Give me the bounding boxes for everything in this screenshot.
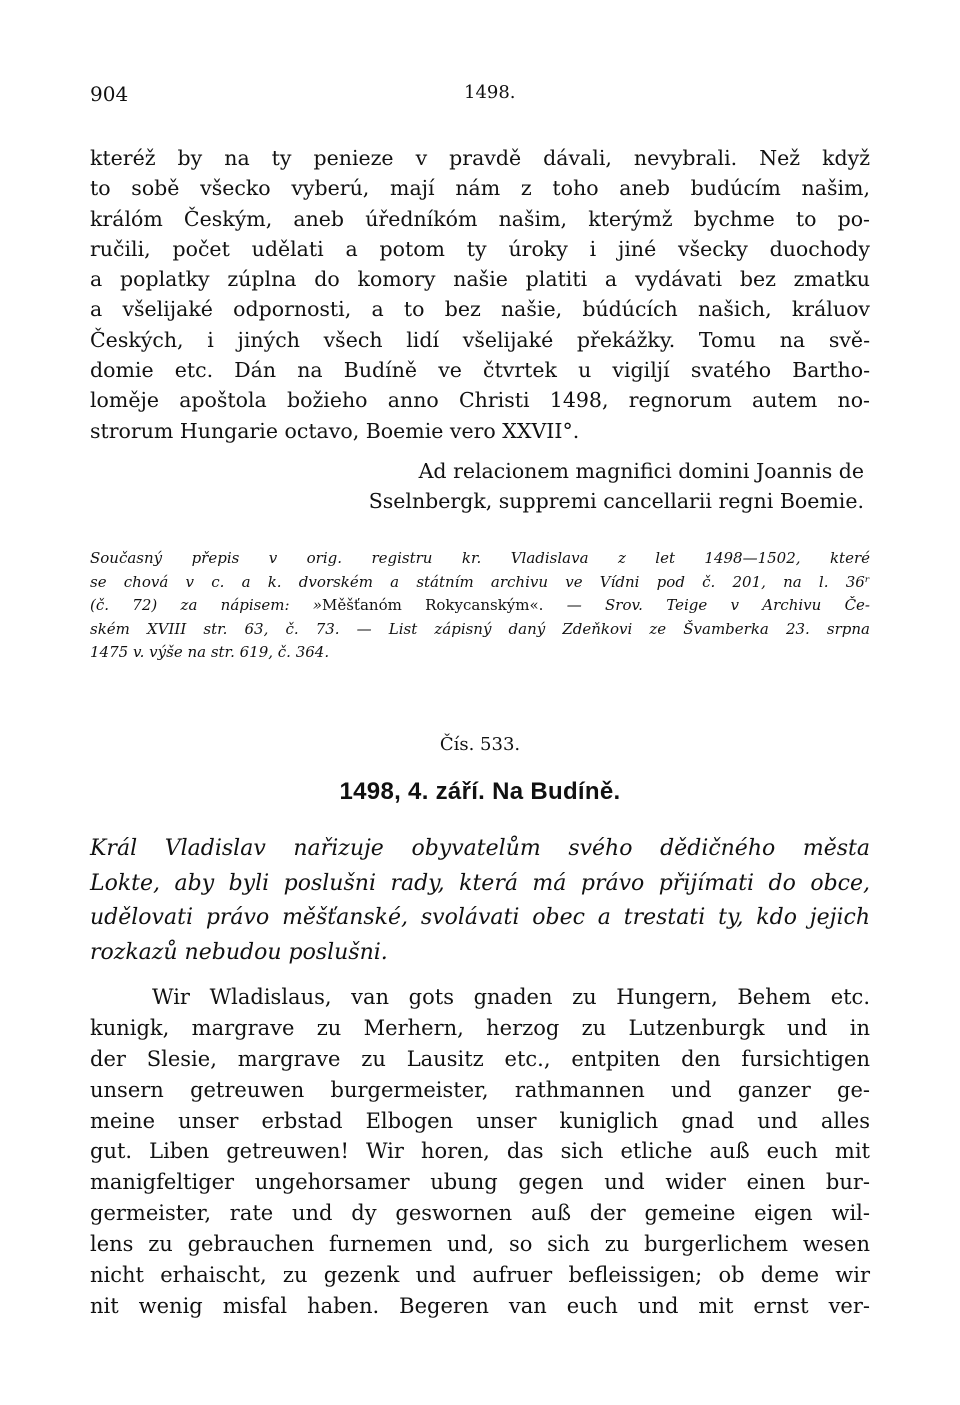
text-line: strorum Hungarie octavo, Boemie vero XXVII°. (90, 418, 580, 443)
document-text (90, 982, 870, 1322)
summary-line: rozkazů nebudou poslušni. (90, 939, 388, 965)
summary-line: Lokte, aby byli poslušni rady, která má právo přijímati do obce, (90, 870, 870, 896)
text-line: manigfeltiger ungehorsamer ubung gegen und wider einen bur- (90, 1170, 870, 1195)
text-line: kteréž by na ty penieze v pravdě dávali, nevybrali. Než když (90, 146, 870, 170)
running-title: 1498. (464, 82, 516, 103)
relation-note (90, 456, 870, 517)
text-line: lens zu gebrauchen furnemen und, so sich zu burgerlichem wesen (90, 1232, 870, 1257)
text-line: ručili, počet udělati a potom ty úroky i jiné všecky duochody (90, 236, 870, 261)
text-line: loměje apoštola božieho anno Christi 1498, regnorum autem no- (90, 388, 870, 413)
text-line: Českých, i jiných všech lidí všelijaké překážky. Tomu na svě- (90, 327, 870, 352)
note-line: ském XVIII str. 63, č. 73. — List zápisný daný Zdeňkovi ze Švamberka 23. srpna (90, 619, 870, 638)
note-line: 1475 v. výše na str. 619, č. 364. (90, 643, 330, 661)
document-summary (90, 832, 870, 970)
note-quoted-title: Měšťanóm Rokycanským«. (322, 596, 544, 614)
note-line (90, 594, 870, 618)
note-line: Současný přepis v orig. registru kr. Vladislava z let 1498—1502, které (90, 549, 870, 567)
text-line: nit wenig misfal haben. Begeren van euch und mit ernst ver- (90, 1293, 870, 1318)
source-notes (90, 547, 870, 665)
summary-line: udělovati právo měšťanské, svolávati obec a trestati ty, kdo jejich (90, 905, 870, 930)
text-line: germeister, rate und dy geswornen auß der gemeine eigen wil- (90, 1201, 870, 1226)
note-fragment: (č. 72) za nápisem: » (90, 596, 322, 614)
text-line: meine unser erbstad Elbogen unser kuniglich gnad und alles (90, 1108, 870, 1133)
text-line: a všelijaké odpornosti, a to bez našie, búdúcích našich, králuov (90, 297, 870, 322)
page-number: 904 (90, 82, 129, 106)
summary-line: Král Vladislav nařizuje obyvatelům svého dědičného města (90, 836, 870, 861)
previous-document-text (90, 143, 870, 446)
text-line: der Slesie, margrave zu Lausitz etc., entpiten den fursichtigen (90, 1046, 870, 1071)
text-line: králóm Českým, aneb úředníkóm našim, kterýmž bychme to po- (90, 206, 870, 231)
text-line: a poplatky zúplna do komory našie platiti a vydávati bez zmatku (90, 267, 870, 292)
text-line: nicht erhaischt, zu gezenk und aufruer befleissigen; ob deme wir (90, 1263, 870, 1288)
note-fragment: — Srov. Teige v Archivu Če- (543, 596, 870, 614)
text-line: gut. Liben getreuwen! Wir horen, das sich etliche auß euch mit (90, 1139, 870, 1164)
text-line: to sobě všecko vyberú, mají nám z toho aneb budúcím našim, (90, 176, 870, 201)
page-header (90, 82, 870, 112)
document-date-place: 1498, 4. září. Na Budíně. (339, 778, 621, 805)
text-line: kunigk, margrave zu Merhern, herzog zu Lutzenburgk und in (90, 1015, 870, 1040)
text-line: domie etc. Dán na Budíně ve čtvrtek u vigiljí svatého Bartho- (90, 358, 870, 383)
relation-line: Ad relacionem magnifici domini Joannis de (418, 459, 864, 483)
text-line: Wir Wladislaus, van gots gnaden zu Hungern, Behem etc. (152, 985, 870, 1009)
text-line: unsern getreuwen burgermeister, rathmannen und ganzer ge- (90, 1077, 870, 1102)
note-line: se chová v c. a k. dvorském a státním archivu ve Vídni pod č. 201, na l. 36ʳ (90, 572, 870, 591)
relation-line: Sselnbergk, suppremi cancellarii regni Boemie. (368, 489, 864, 514)
document-number: Čís. 533. (439, 734, 521, 755)
